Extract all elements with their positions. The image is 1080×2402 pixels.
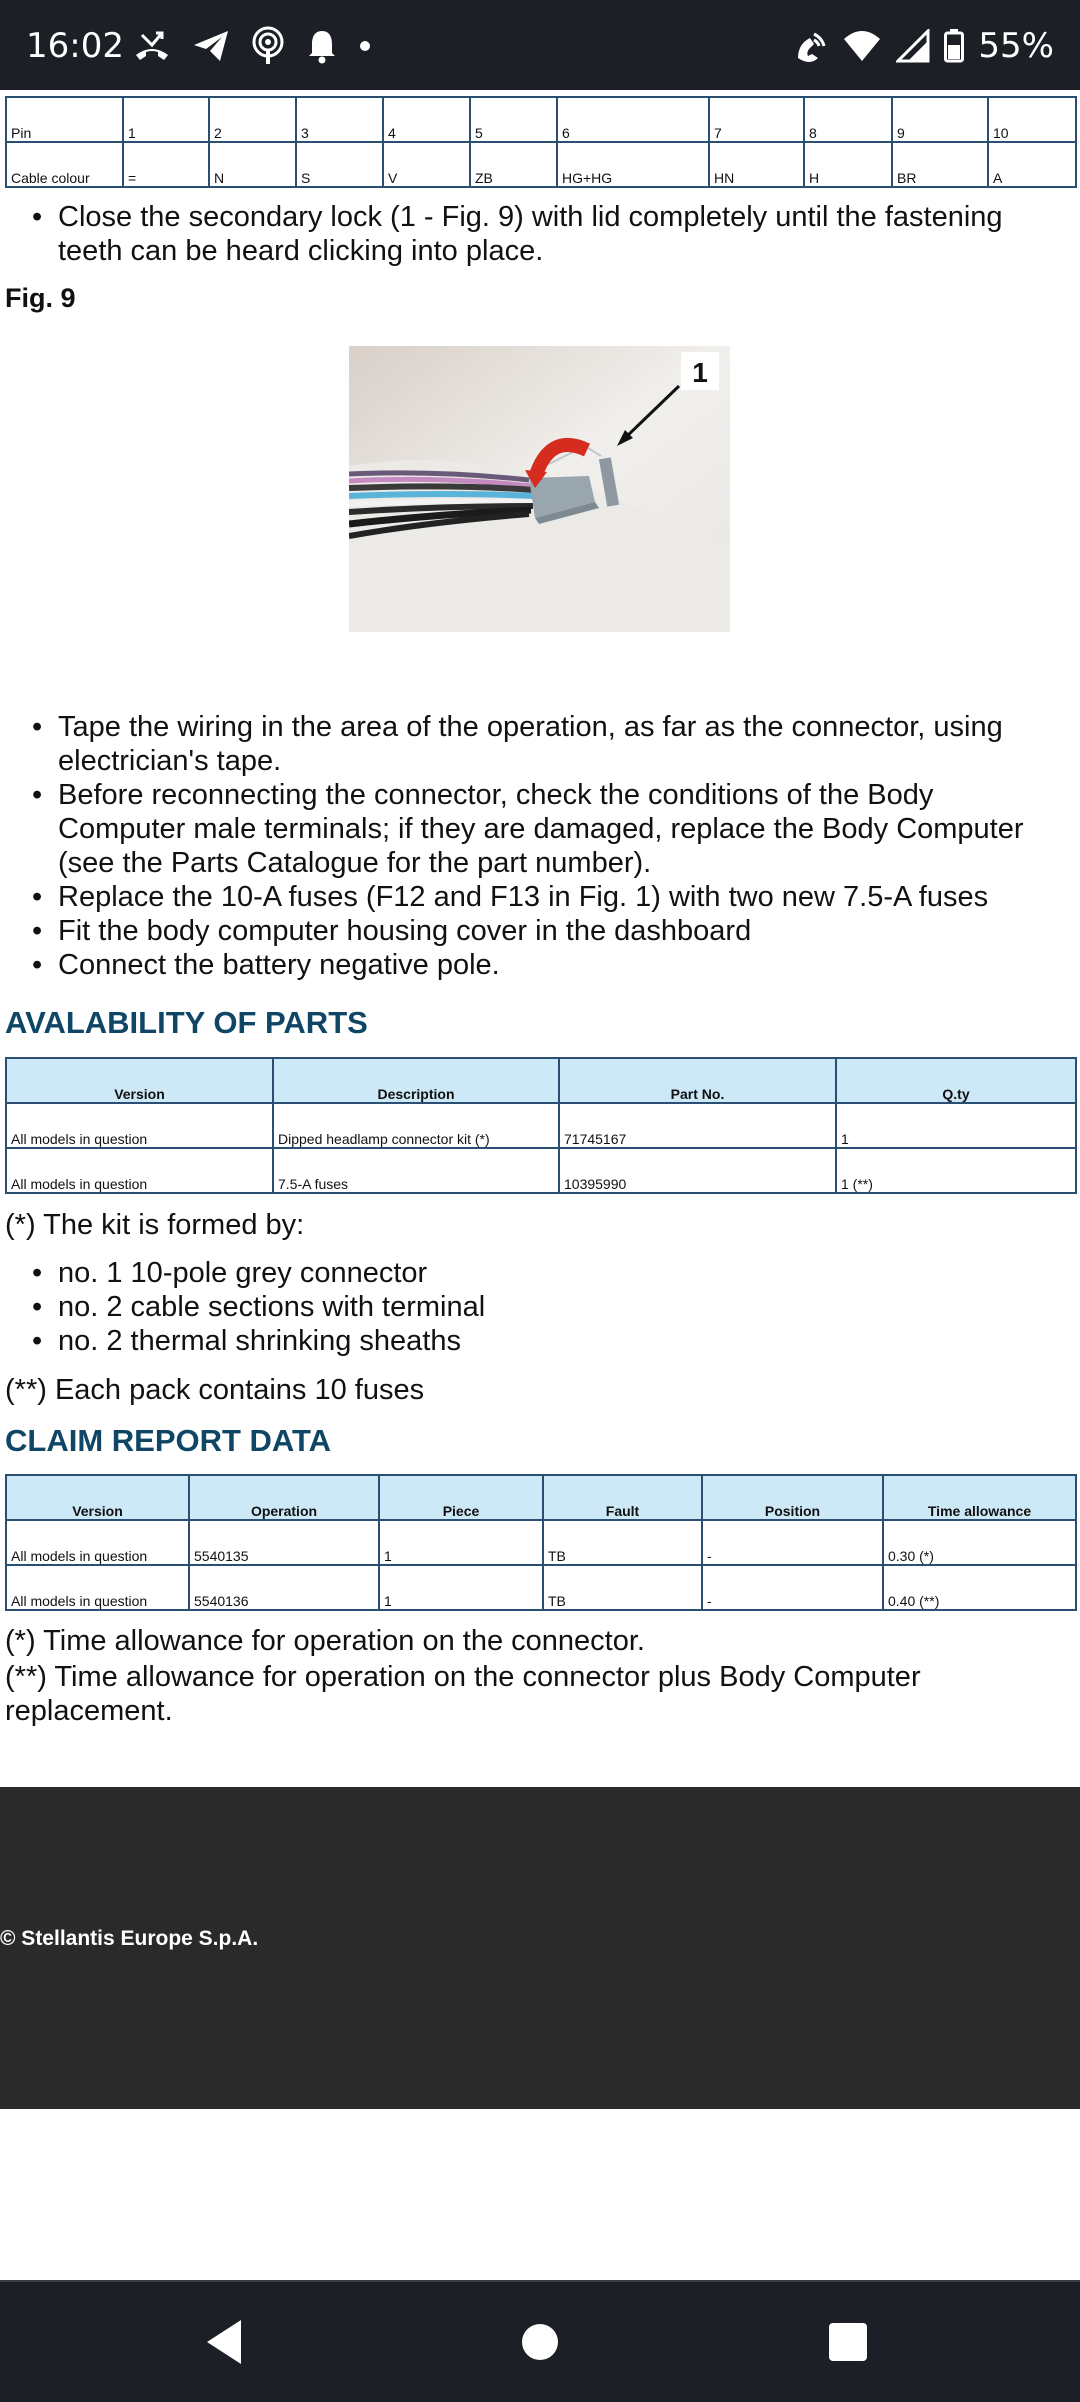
table-cell: 1 xyxy=(123,97,209,142)
table-cell: BR xyxy=(892,142,988,187)
list-item: • Tape the wiring in the area of the operation, as far as the connector, using electrician's tape. xyxy=(24,710,1054,778)
table-cell: 7 xyxy=(709,97,804,142)
table-row xyxy=(6,1148,1076,1193)
table-cell: Pin xyxy=(6,97,123,142)
kit-note: (*) The kit is formed by: xyxy=(5,1209,305,1241)
table-cell: 1 (**) xyxy=(836,1148,1076,1193)
table-row xyxy=(6,142,1076,187)
back-icon[interactable] xyxy=(197,2312,257,2372)
list-item: • Before reconnecting the connector, check the conditions of the Body Computer male terminals; if they are damaged, replace the Body Computer (see the Parts Catalogue for the part number). xyxy=(24,778,1054,880)
recents-icon[interactable] xyxy=(818,2312,878,2372)
battery-icon xyxy=(944,29,964,63)
connector-photo xyxy=(349,346,730,632)
table-cell: 4 xyxy=(383,97,470,142)
telegram-icon xyxy=(192,29,230,63)
table-header: Q.ty xyxy=(836,1058,1076,1103)
table-cell: 1 xyxy=(379,1520,543,1565)
home-icon[interactable] xyxy=(510,2312,570,2372)
instruction-list xyxy=(24,710,1054,982)
table-header: Operation xyxy=(189,1475,379,1520)
pin-colour-table xyxy=(5,96,1077,188)
status-bar xyxy=(0,0,1080,90)
missed-call-icon xyxy=(132,29,172,63)
table-cell: Dipped headlamp connector kit (*) xyxy=(273,1103,559,1148)
table-cell: V xyxy=(383,142,470,187)
table-cell: 71745167 xyxy=(559,1103,836,1148)
table-cell: 0.40 (**) xyxy=(883,1565,1076,1610)
table-cell: 1 xyxy=(836,1103,1076,1148)
table-cell: All models in question xyxy=(6,1520,189,1565)
table-cell: Cable colour xyxy=(6,142,123,187)
table-cell: TB xyxy=(543,1520,702,1565)
table-header-row xyxy=(6,1058,1076,1103)
wifi-icon xyxy=(842,29,882,63)
table-header: Version xyxy=(6,1058,273,1103)
time-note-2: (**) Time allowance for operation on the connector plus Body Computer replacement. xyxy=(5,1661,921,1727)
claim-table xyxy=(5,1474,1077,1611)
battery-percent: 55% xyxy=(978,26,1054,66)
table-cell: 3 xyxy=(296,97,383,142)
instruction-list xyxy=(24,200,1054,268)
dot-indicator-icon xyxy=(358,39,372,53)
table-cell: 0.30 (*) xyxy=(883,1520,1076,1565)
list-item: • Replace the 10-A fuses (F12 and F13 in Fig. 1) with two new 7.5-A fuses xyxy=(24,880,1054,914)
table-cell: HN xyxy=(709,142,804,187)
table-cell: 2 xyxy=(209,97,296,142)
list-item: • Close the secondary lock (1 - Fig. 9) with lid completely until the fastening teeth can be heard clicking into place. xyxy=(24,200,1054,268)
footer-copyright: © Stellantis Europe S.p.A. xyxy=(0,1927,259,1950)
table-cell: 1 xyxy=(379,1565,543,1610)
table-header-row xyxy=(6,1475,1076,1520)
table-header: Description xyxy=(273,1058,559,1103)
figure-callout: 1 xyxy=(692,357,708,388)
list-item: • no. 2 thermal shrinking sheaths xyxy=(24,1324,1054,1358)
section-title-parts: AVALABILITY OF PARTS xyxy=(5,1005,368,1040)
parts-table xyxy=(5,1057,1077,1194)
cell-signal-icon xyxy=(896,29,930,63)
table-cell: All models in question xyxy=(6,1103,273,1148)
table-cell: - xyxy=(702,1520,883,1565)
table-cell: ZB xyxy=(470,142,557,187)
table-cell: 6 xyxy=(557,97,709,142)
table-cell: All models in question xyxy=(6,1565,189,1610)
table-cell: 7.5-A fuses xyxy=(273,1148,559,1193)
list-item: • no. 2 cable sections with terminal xyxy=(24,1290,1054,1324)
table-cell: 10395990 xyxy=(559,1148,836,1193)
table-header: Time allowance xyxy=(883,1475,1076,1520)
table-cell: 10 xyxy=(988,97,1076,142)
table-cell: All models in question xyxy=(6,1148,273,1193)
table-cell: HG+HG xyxy=(557,142,709,187)
kit-items-list xyxy=(24,1256,1054,1358)
table-header: Piece xyxy=(379,1475,543,1520)
table-cell: 8 xyxy=(804,97,892,142)
wifi-calling-icon xyxy=(792,28,828,64)
table-header: Part No. xyxy=(559,1058,836,1103)
table-cell: = xyxy=(123,142,209,187)
table-row xyxy=(6,1565,1076,1610)
list-item: • no. 1 10-pole grey connector xyxy=(24,1256,1054,1290)
table-cell: TB xyxy=(543,1565,702,1610)
table-row xyxy=(6,97,1076,142)
table-cell: - xyxy=(702,1565,883,1610)
table-cell: A xyxy=(988,142,1076,187)
status-time: 16:02 xyxy=(26,26,124,66)
time-note-1: (*) Time allowance for operation on the connector. xyxy=(5,1625,645,1657)
table-cell: 9 xyxy=(892,97,988,142)
figure-label: Fig. 9 xyxy=(5,283,76,313)
section-title-claim: CLAIM REPORT DATA xyxy=(5,1423,332,1458)
table-cell: 5540136 xyxy=(189,1565,379,1610)
table-cell: 5 xyxy=(470,97,557,142)
table-cell: 5540135 xyxy=(189,1520,379,1565)
table-header: Fault xyxy=(543,1475,702,1520)
table-header: Position xyxy=(702,1475,883,1520)
table-row xyxy=(6,1520,1076,1565)
table-cell: N xyxy=(209,142,296,187)
notification-bell-icon xyxy=(306,28,338,64)
hotspot-icon xyxy=(250,26,286,66)
table-header: Version xyxy=(6,1475,189,1520)
table-cell: S xyxy=(296,142,383,187)
table-row xyxy=(6,1103,1076,1148)
pack-note: (**) Each pack contains 10 fuses xyxy=(5,1374,425,1406)
list-item: • Fit the body computer housing cover in the dashboard xyxy=(24,914,1054,948)
list-item: • Connect the battery negative pole. xyxy=(24,948,1054,982)
table-cell: H xyxy=(804,142,892,187)
navigation-bar xyxy=(0,2280,1080,2402)
page-footer xyxy=(0,1787,1080,2109)
